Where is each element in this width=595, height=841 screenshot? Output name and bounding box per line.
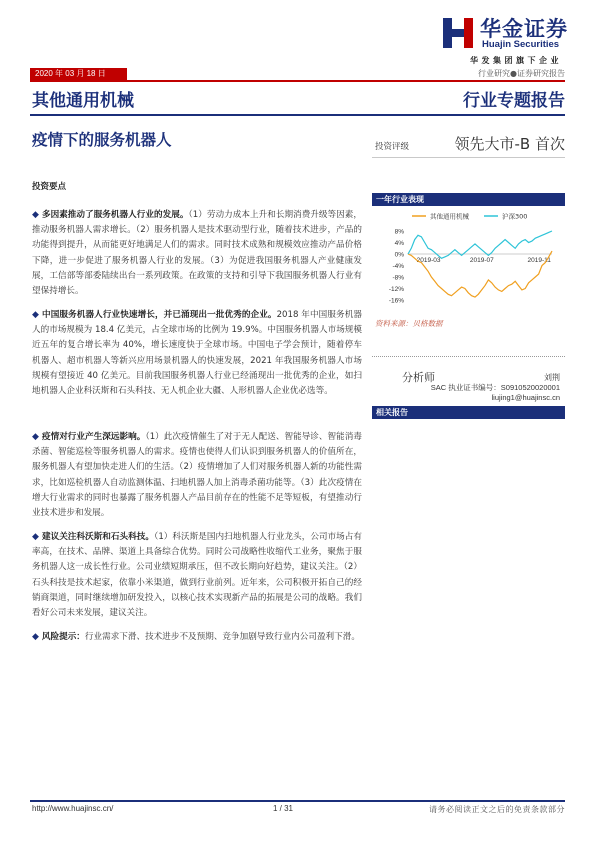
performance-section-header: 一年行业表现 (372, 193, 565, 206)
industry-name: 其他通用机械 (32, 91, 134, 111)
report-date: 2020 年 03 月 18 日 (30, 68, 127, 80)
paragraph-lead: 建议关注科沃斯和石头科技。 (41, 532, 154, 542)
x-tick-label: 2019-03 (416, 257, 441, 264)
paragraph-2 (32, 308, 362, 399)
source-divider (372, 356, 565, 357)
header-divider-blue (30, 114, 565, 116)
rating-label: 投资评级 (375, 142, 410, 152)
performance-chart (372, 207, 565, 312)
y-tick-label: -4% (392, 263, 404, 270)
page-number: 1 / 31 (272, 804, 293, 813)
paragraph-lead: 疫情对行业产生深远影响。 (41, 432, 146, 442)
analyst-label: 分析师 (402, 371, 435, 384)
y-tick-label: 4% (394, 240, 404, 247)
diamond-bullet-icon: ◆ (32, 432, 39, 442)
y-tick-label: -8% (392, 274, 404, 282)
y-tick-label: 0% (394, 251, 404, 259)
paragraph-lead: 多因素推动了服务机器人行业的发展。 (41, 210, 189, 220)
diamond-bullet-icon: ◆ (32, 532, 39, 542)
paragraph-text: 行业需求下滑、技术进步不及预期、竞争加剧导致行业内公司盈利下滑。 (84, 632, 360, 642)
footer-disclaimer: 请务必阅读正文之后的免责条款部分 (429, 805, 565, 814)
key-points-header: 投资要点 (32, 182, 67, 192)
brand-slogan: 华发集团旗下企业 (470, 56, 562, 65)
paragraph-3 (32, 430, 362, 521)
paragraph-lead: 风险提示： (41, 632, 85, 642)
analyst-email[interactable]: liujing1@huajinsc.cn (491, 393, 560, 402)
brand-name-cn: 华金证券 (480, 17, 568, 41)
paragraph-4 (32, 530, 362, 621)
diamond-bullet-icon: ◆ (32, 310, 40, 320)
rating-value: 领先大市-B 首次 (454, 135, 565, 153)
report-title: 疫情下的服务机器人 (32, 131, 172, 149)
rating-divider (372, 157, 565, 158)
related-reports-header: 相关报告 (372, 406, 565, 419)
y-tick-label: -12% (388, 286, 404, 293)
y-tick-label: 8% (394, 228, 404, 236)
header-divider-red (30, 80, 565, 82)
paragraph-5 (32, 630, 362, 645)
report-categories: 行业研究●证券研究报告 (478, 69, 565, 78)
paragraph-text: 2018 年中国服务机器人的市场规模为 18.4 亿美元，占全球市场的比例为 19.9%。中国服务机器人市场规模近五年的复合增长率为 40%，增长速度快于全球市场。中国电子学会预计，随着停车机器人、超市机器人等新兴应用场景机器人的快速发展，2021 年我国服务机器人市场规模有望接近 40 亿美元。目前我国服务机器人行业已经涌现出一批优秀的企业，如扫地机器人企业科沃斯和石头科技、无人机企业大疆、人形机器人企业优必选等。 (32, 310, 362, 397)
legend-label: 其他通用机械 (430, 212, 469, 221)
footer-url-link[interactable]: http://www.huajinsc.cn/ (32, 804, 114, 813)
diamond-bullet-icon: ◆ (32, 632, 39, 642)
chart-source: 资料来源：贝格数据 (375, 319, 443, 328)
paragraph-lead: 中国服务机器人行业快速增长，并已涌现出一批优秀的企业。 (42, 310, 277, 320)
paragraph-text: （1）科沃斯是国内扫地机器人行业龙头，公司市场占有率高，在技术、品牌、渠道上具备综合优势。同时公司战略性收缩代工业务，聚焦于服务机器人这一成长性行业。公司业绩短期承压，但不改长期向好趋势，建议关注。（2）石头科技是技术起家，依靠小米渠道，做到行业前列。近年来，公司积极开拓自己的经销商渠道，同时继续增加研发投入，以核心技术实现新产品的拓展是公司的战略。我们看好公司未来发展，建议关注。 (32, 532, 363, 619)
brand-name-en: Huajin Securities (482, 39, 560, 50)
x-tick-label: 2019-11 (527, 257, 551, 264)
y-tick-label: -16% (388, 297, 404, 305)
report-type: 行业专题报告 (463, 91, 565, 111)
paragraph-1 (32, 208, 362, 299)
paragraph-text: （1）劳动力成本上升和长期消费升级等因素，推动服务机器人需求增长。（2）服务机器人是技术驱动型行业，随着技术进步，产品的功能得到提升，从而能更好地满足人们的需求。同时技术成熟和规模效应推动产品价格下降，进一步促进了服务机器人行业的发展。（3）为促进我国服务机器人产业健康发展，工信部等部委陆续出台一系列政策。在政策的支持和引导下我国服务机器人行业有望保持增长。 (32, 210, 362, 297)
diamond-bullet-icon: ◆ (32, 210, 39, 220)
paragraph-text: （1）此次疫情催生了对于无人配送、智能导诊、智能消毒杀菌、智能巡检等服务机器人的需求。疫情也使得人们认识到服务机器人的价值所在，服务机器人有望加快走进人们的生活。（2）疫情增加了人们对服务机器人新的功能性需求，比如巡检机器人自动监测体温、扫地机器人加上消毒杀菌功能等。（3）此次疫情在增大行业需求的同时也暴露了服务机器人产品目前存在的性能不足等短板，有望推动行业技术进步和发展。 (32, 432, 362, 519)
huajin-logo-icon (441, 16, 475, 50)
legend-label: 沪深300 (502, 212, 528, 221)
analyst-sac-number: SAC 执业证书编号：S0910520020001 (430, 383, 560, 392)
footer-divider (30, 800, 565, 802)
analyst-name: 刘荆 (544, 373, 560, 382)
x-tick-label: 2019-07 (469, 257, 494, 264)
